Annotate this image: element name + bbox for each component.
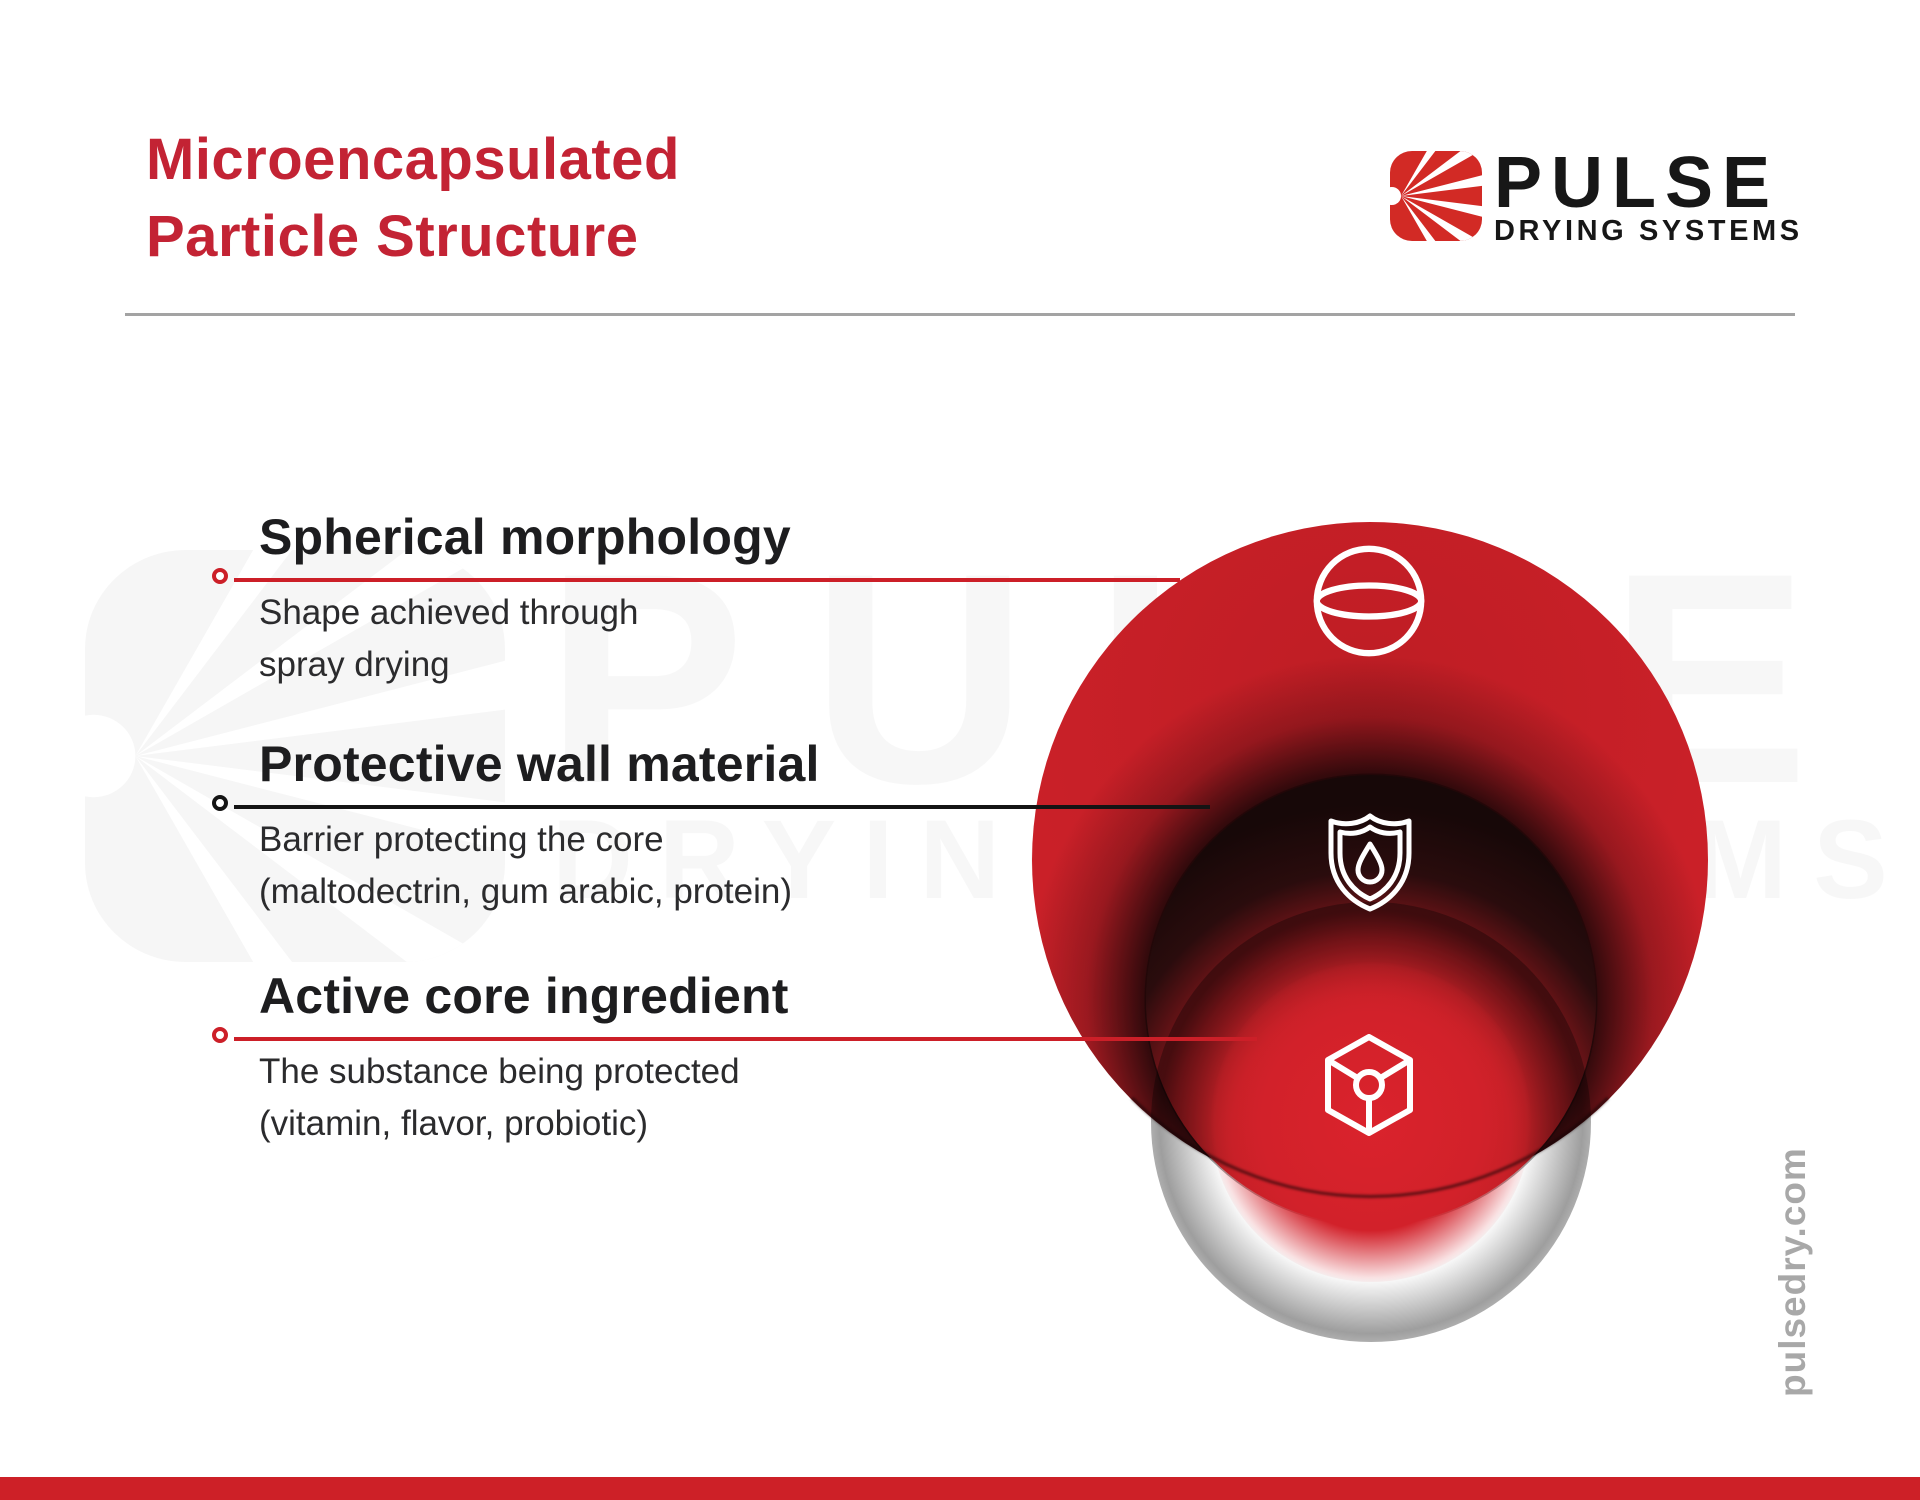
section-body-1-line1: Shape achieved through <box>259 593 639 632</box>
page-title-line1: Microencapsulated <box>146 127 680 192</box>
sphere-icon <box>1311 543 1427 659</box>
section-body-2-line2: (maltodectrin, gum arabic, protein) <box>259 872 792 911</box>
logo-tagline: DRYING SYSTEMS <box>1494 215 1803 247</box>
page-title-line2: Particle Structure <box>146 204 639 269</box>
connector-line-3 <box>234 1037 1257 1041</box>
section-heading-active-core: Active core ingredient <box>259 968 789 1024</box>
section-body-3-line1: The substance being protected <box>259 1052 740 1091</box>
shield-droplet-icon <box>1322 808 1418 914</box>
section-body-3 <box>259 1046 740 1150</box>
cube-icon <box>1325 1034 1413 1136</box>
bullet-circle-2 <box>212 795 228 811</box>
section-body-2 <box>259 814 792 918</box>
bullet-circle-3 <box>212 1027 228 1043</box>
logo-brand: PULSE <box>1494 143 1780 223</box>
bottom-accent-bar <box>0 1477 1920 1500</box>
website-url: pulsedry.com <box>1772 1147 1813 1397</box>
connector-line-2 <box>234 805 1210 809</box>
section-body-2-line1: Barrier protecting the core <box>259 820 664 859</box>
section-heading-spherical-morphology: Spherical morphology <box>259 509 791 565</box>
connector-line-1 <box>234 578 1180 582</box>
section-body-1-line2: spray drying <box>259 645 450 684</box>
section-heading-protective-wall: Protective wall material <box>259 736 820 792</box>
section-body-3-line2: (vitamin, flavor, probiotic) <box>259 1104 649 1143</box>
bullet-circle-1 <box>212 568 228 584</box>
section-body-1 <box>259 587 638 691</box>
